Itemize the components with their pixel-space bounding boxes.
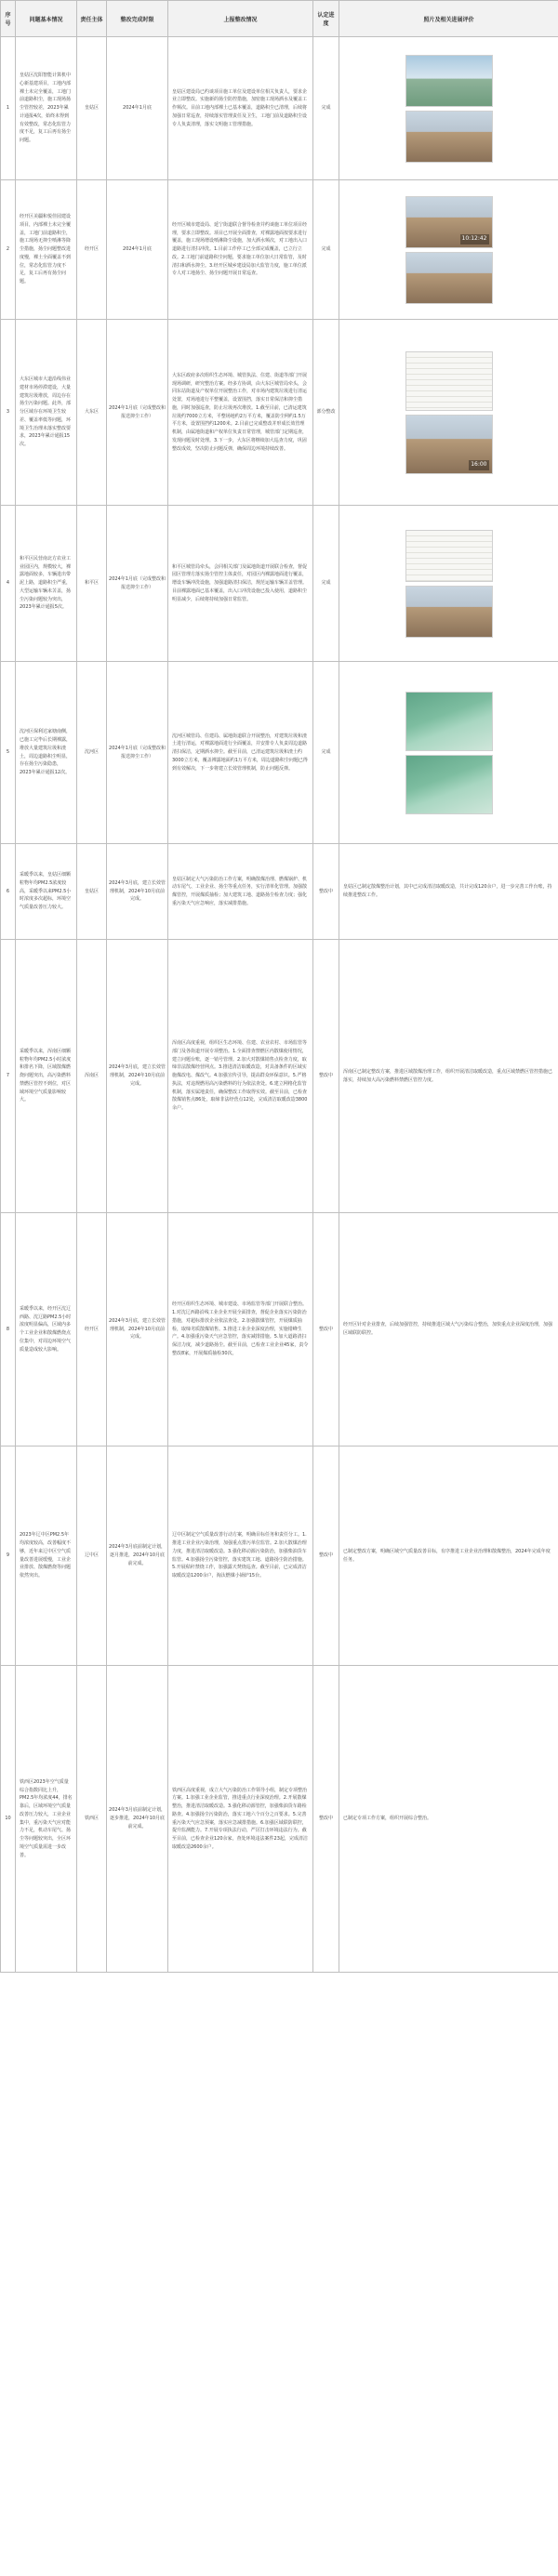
- header-deadline: 整改完成时限: [107, 1, 168, 37]
- table-row: [1, 940, 558, 1213]
- site-photo: [405, 415, 493, 474]
- row-owner: 和平区: [77, 506, 107, 662]
- table-row: [1, 1666, 558, 1973]
- row-progress: 整改中: [313, 1666, 339, 1973]
- row-evaluation: 已制定整改方案，明确区域空气质量改善目标，有序推进工业企业治理和散煤整治，2024年完成年度任务。: [339, 1447, 558, 1666]
- document-photo: [405, 530, 493, 582]
- photo-group: [341, 692, 556, 814]
- site-photo: [405, 55, 493, 107]
- table-row: [1, 320, 558, 506]
- row-deadline: 2024年3月底前制定计划，逐步推进，2024年10月底前完成。: [107, 1666, 168, 1973]
- row-index: 8: [1, 1213, 16, 1447]
- table-row: [1, 506, 558, 662]
- table-row: [1, 1213, 558, 1447]
- row-progress: 整改中: [313, 844, 339, 940]
- table-row: [1, 1447, 558, 1666]
- photo-group: [341, 530, 556, 638]
- header-evaluation: 照片及相关进展评价: [339, 1, 558, 37]
- row-evaluation: 经开区针对企业排查，后续加强管控，持续推进区域大气污染综合整治，加快重点企业深度治理，加强区域联防联控。: [339, 1213, 558, 1447]
- row-report: 辽中区制定空气质量改善行动方案，明确目标任务和责任分工。1.推进工业企业污染治理，加强重点排污单位监管。2.加大散煤治理力度，推进清洁取暖改造。3.强化移动源污染防治，加强柴油货车监管。4.加强扬尘污染管控，落实建筑工地、道路扬尘防治措施。5.开展秸秆禁烧工作，加强露天焚烧巡查。截至目前，已完成清洁取暖改造1200余户，淘汰燃煤小锅炉15台。: [168, 1447, 313, 1666]
- row-problem: 沈河区保利达家塘南侧，已施工完毕后长期裸露，堆放大量建筑垃圾和渣土，周边道路积尘明显，存在扬尘污染隐患，2023年累计通报12次。: [16, 662, 77, 844]
- row-index: 2: [1, 180, 16, 320]
- row-owner: 沈河区: [77, 662, 107, 844]
- row-owner: 铁西区: [77, 1666, 107, 1973]
- site-photo: [405, 586, 493, 638]
- row-owner: 皇姑区: [77, 37, 107, 180]
- row-problem: 采暖季以来，皇姑区细颗粒物年均PM2.5浓度较高，采暖季以来PM2.5小时浓度多次超标，环境空气质量改善压力较大。: [16, 844, 77, 940]
- row-problem: 采暖季以来，经开区沈辽西路、沈辽路PM2.5小时浓度明显偏高，区域内多个工业企业和散煤燃烧点位集中，对周边环境空气质量造成较大影响。: [16, 1213, 77, 1447]
- row-deadline: 2024年3月底前制定计划，逐月推进，2024年10月底前完成。: [107, 1447, 168, 1666]
- photo-group: [341, 55, 556, 163]
- row-progress: 完成: [313, 662, 339, 844]
- row-deadline: 2024年3月底，建立长效管理机制，2024年10月底前完成。: [107, 940, 168, 1213]
- row-index: 10: [1, 1666, 16, 1973]
- row-report: 浑南区高度重视，组织区生态环境、住建、农业农村、市场监管等部门及各街道开展专项整治。1.全面排查禁燃区内散煤使用情况，建立问题台账，逐一销号管理。2.加大对散煤销售点检查力度，取缔非法散煤经营网点。3.推进清洁取暖改造，对具备条件的区域实施煤改电、煤改气。4.加强宣传引导，提高群众环保意识。5.严格执法，对违规燃用高污染燃料的行为依法查处。6.建立网格化监管机制，落实属地责任，确保整改工作取得实效。截至目前，已检查散煤销售点86处，取缔非法经营点12处，完成清洁取暖改造3800余户。: [168, 940, 313, 1213]
- row-report: 皇姑区建设局已约谈项目施工单位及建设单位相关负责人，要求企业立即整改。实施新的扬尘防控措施，加密施工现场洒水及覆盖工作频次。目前工地内部裸土已基本覆盖，道路积尘已清理，后续将加强日常巡查，持续落实管理责任及卫生，工地门前及道路积尘设专人负责清理，落实文明施工管理措施。: [168, 37, 313, 180]
- row-index: 3: [1, 320, 16, 506]
- row-evaluation: 皇姑区已制定散煤整治计划，其中已完成清洁取暖改造，共计完成120余户，进一步完善工作台账，持续推进整改工作。: [339, 844, 558, 940]
- site-photo: [405, 755, 493, 814]
- row-evaluation-cell: [339, 180, 558, 320]
- header-report: 上报整改情况: [168, 1, 313, 37]
- row-deadline: 2024年1月底（完成整改和报送抑尘工作）: [107, 662, 168, 844]
- table-header-row: [1, 1, 558, 37]
- table-row: [1, 180, 558, 320]
- row-evaluation: 浑南区已制定整改方案，推进区域散煤治理工作，组织开展清洁取暖改造，重点区域禁燃区管控措施已落实，持续加大高污染燃料禁燃区管控力度。: [339, 940, 558, 1213]
- site-photo: [405, 111, 493, 163]
- row-deadline: 2024年3月底，建立长效管理机制，2024年10月底前完成。: [107, 1213, 168, 1447]
- document-photo: [405, 351, 493, 411]
- row-problem: 铁西区2023年空气质量综合指数同比上升，PM2.5年均浓度44，排名靠后，区域环境空气质量改善压力较大，工业企业集中，重污染天气应对能力不足，机动车尾气、扬尘等问题较突出，全区环境空气质量需进一步改善。: [16, 1666, 77, 1973]
- site-photo: [405, 196, 493, 248]
- row-evaluation-cell: [339, 320, 558, 506]
- row-evaluation-cell: [339, 37, 558, 180]
- row-problem: 大东区城市大道沿线伟业建材市场停滞建设，大量建筑垃圾堆放，周边存在扬尘污染问题。此外，部分区域存在环境卫生较差、覆盖率低等问题，环境卫生治理未落实整改要求，2023年累计通报15次。: [16, 320, 77, 506]
- row-progress: 部分整改: [313, 320, 339, 506]
- photo-timestamp: 16:00: [469, 460, 488, 470]
- photo-group: [341, 351, 556, 474]
- row-progress: 整改中: [313, 1447, 339, 1666]
- row-index: 7: [1, 940, 16, 1213]
- row-progress: 完成: [313, 37, 339, 180]
- photo-timestamp: 10:12:42: [460, 234, 489, 244]
- row-progress: 完成: [313, 180, 339, 320]
- row-problem: 采暖季以来，浑南区细颗粒物年均PM2.5小时浓度和排名下降，区域散煤燃烧问题突出，高污染燃料禁燃区管控不到位，对区域环境空气质量影响较大。: [16, 940, 77, 1213]
- row-evaluation-cell: [339, 662, 558, 844]
- row-index: 1: [1, 37, 16, 180]
- photo-group: [341, 196, 556, 304]
- row-owner: 经开区: [77, 1213, 107, 1447]
- row-report: 铁西区高度重视，成立大气污染防治工作领导小组，制定专项整治方案。1.加强工业企业监管，推进重点行业深度治理。2.开展散煤整治，推进清洁取暖改造。3.强化移动源管控，加强柴油货车路检路查。4.加强扬尘污染防治，落实工地六个百分之百要求。5.完善重污染天气应急预案，落实应急减排措施。6.加强区域联防联控，提升监测能力。7.开展专项执法行动，严厉打击环境违法行为。截至目前，已检查企业120余家，查处环境违法案件23起，完成清洁取暖改造2600余户。: [168, 1666, 313, 1973]
- row-deadline: 2024年1月底: [107, 37, 168, 180]
- row-owner: 皇姑区: [77, 844, 107, 940]
- row-report: 大东区政府多次组织生态环境、城管执法、住建、街道等部门开展现场调研，研究整治方案。经多方协调，由大东区城管局牵头，会同东站街道及产权单位开展整治工作，对市场内建筑垃圾进行清运处置，对场地进行平整覆盖，设置围挡，落实日常保洁和抑尘措施，同时加强巡查，防止垃圾再次堆放。1.截至目前，已清运建筑垃圾约7000立方米，平整场地约2万平方米，覆盖防尘网约1.5万平方米，设置围挡约1200米。2.目前已完成整改并形成长效管理机制，由属地街道和产权单位负责日常管理，城管部门定期巡查，发现问题及时处理。3.下一步，大东区将继续加大巡查力度，巩固整改成效，坚决防止问题反弹，确保周边环境持续改善。: [168, 320, 313, 506]
- table-row: [1, 662, 558, 844]
- row-problem: 皇姑区沈阳智能计算机中心新基建项目，工地内部裸土未完全覆盖，工地门前道路积尘，施工现场扬尘管控较差，2023年累计通报4次，始终未得到有效整改，常态化监管力度不足，复工后再有扬尘问题。: [16, 37, 77, 180]
- row-deadline: 2024年1月底: [107, 180, 168, 320]
- site-photo: [405, 252, 493, 304]
- row-index: 5: [1, 662, 16, 844]
- row-index: 6: [1, 844, 16, 940]
- row-progress: 整改中: [313, 1213, 339, 1447]
- row-owner: 大东区: [77, 320, 107, 506]
- row-progress: 完成: [313, 506, 339, 662]
- header-problem: 问题基本情况: [16, 1, 77, 37]
- row-report: 和平区城管局牵头，会同相关部门及属地街道开展联合检查，督促园区管理方落实扬尘管控主体责任，对园区内裸露地面进行覆盖，增设车辆冲洗设施，加强道路清扫保洁，规范运输车辆苫盖管理。目前裸露地面已基本覆盖，出入口冲洗设施已投入使用，道路积尘明显减少，后续将持续加强日常监管。: [168, 506, 313, 662]
- row-deadline: 2024年3月底，建立长效管理机制，2024年10月底前完成。: [107, 844, 168, 940]
- row-owner: 辽中区: [77, 1447, 107, 1666]
- header-owner: 责任主体: [77, 1, 107, 37]
- row-deadline: 2024年1月底（完成整改和报送抑尘工作）: [107, 506, 168, 662]
- row-problem: 2023年辽中区PM2.5年均浓度较高，改善幅度不够，近年来辽中区空气质量改善进展缓慢，工业企业排放、散煤燃烧等问题依然突出。: [16, 1447, 77, 1666]
- row-report: 经开区组织生态环境、城市建设、市场监管等部门开展联合整治。1.对沈辽西路沿线工业企业开展全面排查，督促企业落实污染防治措施，对超标排放企业依法查处。2.加强散煤管控，开展煤质抽检，取缔劣质散煤销售。3.推进工业企业深度治理，实施错峰生产。4.加强重污染天气应急管控，落实减排措施。5.加大道路清扫保洁力度，减少道路扬尘。截至目前，已检查工业企业45家，责令整改8家，开展煤质抽检30次。: [168, 1213, 313, 1447]
- row-report: 皇姑区制定大气污染防治工作方案，明确散煤治理、燃煤锅炉、机动车尾气、工业企业、扬尘等重点任务，实行清单化管理。加强散煤管控，开展煤质抽检；加大建筑工地、道路扬尘检查力度；强化重污染天气应急响应，落实减排措施。: [168, 844, 313, 940]
- row-owner: 经开区: [77, 180, 107, 320]
- row-index: 4: [1, 506, 16, 662]
- table-row: [1, 844, 558, 940]
- row-report: 经开区城市建设局、延宁街道联合督导检查并约谈施工单位项目经理，要求立即整改。项目已开展全面排查，对裸露地面按要求进行覆盖，施工现场增设喷淋降尘设施，加大洒水频次，对工地出入口道路进行清扫冲洗。1.目前工作停工已全部完成覆盖，已立行立改。2.工地门前道路积尘问题，要求施工单位加大日常监管，及时清扫和洒水抑尘。3.经开区城乡建设局加大监管力度，施工单位派专人对工地扬尘、扬尘问题开展日常巡查。: [168, 180, 313, 320]
- header-index: 序号: [1, 1, 16, 37]
- header-progress: 认定进度: [313, 1, 339, 37]
- row-index: 9: [1, 1447, 16, 1666]
- table-row: [1, 37, 558, 180]
- row-progress: 整改中: [313, 940, 339, 1213]
- site-photo: [405, 692, 493, 751]
- row-problem: 和平区民营南北方农业工业园区内，规模较大，裸露地面较多，车辆进出带泥上路，道路积尘严重，大型运输车辆未苫盖，扬尘污染问题较为突出，2023年累计通报5次。: [16, 506, 77, 662]
- row-report: 沈河区城管局、住建局、属地街道联合开展整治，对建筑垃圾和渣土进行清运，对裸露地面进行全面覆盖，并安排专人负责周边道路清扫保洁，定期洒水抑尘。截至目前，已清运建筑垃圾和渣土约3000立方米，覆盖裸露地面约1万平方米，周边道路积尘问题已得到有效解决，下一步将建立长效管理机制，防止问题反弹。: [168, 662, 313, 844]
- row-evaluation-cell: [339, 506, 558, 662]
- row-evaluation: 已制定专项工作方案，组织开展综合整治。: [339, 1666, 558, 1973]
- row-problem: 经开区美疆和悦佳园建设项目，内部裸土未完全覆盖，工地门前道路积尘，施工现场无抑尘喷淋等降尘措施，扬尘问题整改进度慢，裸土全面覆盖不到位，常态化监管力度不足，复工后再有扬尘问题。: [16, 180, 77, 320]
- row-owner: 浑南区: [77, 940, 107, 1213]
- row-deadline: 2024年1月底（完成整改和报送抑尘工作）: [107, 320, 168, 506]
